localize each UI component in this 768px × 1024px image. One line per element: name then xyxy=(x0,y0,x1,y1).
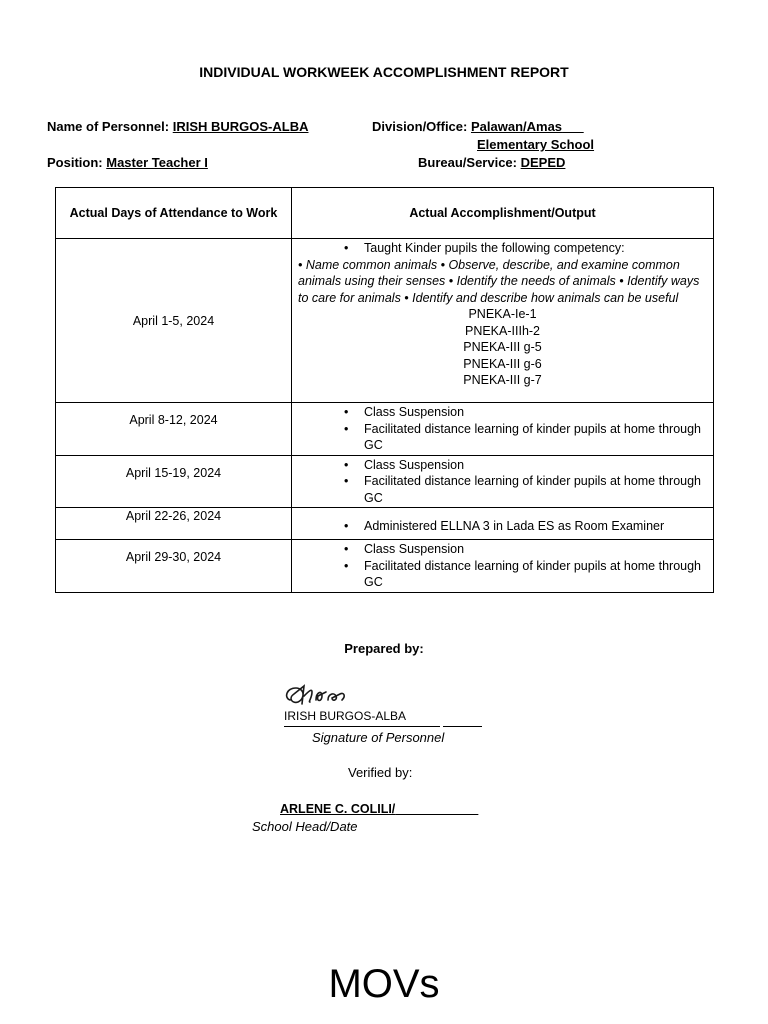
name-label: Name of Personnel: xyxy=(47,119,170,134)
table-row xyxy=(56,239,714,403)
row-date: April 22-26, 2024 xyxy=(56,508,292,540)
bureau-service xyxy=(418,155,565,170)
bullet-item: • Facilitated distance learning of kinder pupils at home through GC xyxy=(364,421,707,454)
table-row xyxy=(56,455,714,508)
division-value-line1: Palawan/Amas xyxy=(470,119,563,134)
verified-by-label: Verified by: xyxy=(348,765,413,780)
signature-scribble xyxy=(282,678,352,710)
header-attendance: Actual Days of Attendance to Work xyxy=(56,188,292,239)
row-date: April 29-30, 2024 xyxy=(56,540,292,593)
bullet-item: • Class Suspension xyxy=(364,457,707,474)
prepared-by-label: Prepared by: xyxy=(344,641,424,656)
bullet-item: • Class Suspension xyxy=(364,541,707,558)
name-of-personnel xyxy=(47,119,309,134)
division-label: Division/Office: xyxy=(372,119,468,134)
competency-code: PNEKA-III g-7 xyxy=(463,373,542,387)
competency-list: • Name common animals • Observe, describe, and examine common animals using their senses • Identify the needs of animals • Identify ways to care for animals • Identify and describe how animals can be useful xyxy=(298,257,700,305)
table-header-row xyxy=(56,188,714,239)
bullet-item: • Facilitated distance learning of kinder pupils at home through GC xyxy=(364,558,707,591)
table-row xyxy=(56,403,714,456)
signature-line xyxy=(284,726,440,727)
bureau-label: Bureau/Service: xyxy=(418,155,517,170)
bullet-item: • Facilitated distance learning of kinder pupils at home through GC xyxy=(364,473,707,506)
name-value: IRISH BURGOS-ALBA xyxy=(172,119,309,134)
table-row xyxy=(56,540,714,593)
bullet-item: • Class Suspension xyxy=(364,404,707,421)
competency-code: PNEKA-III g-5 xyxy=(463,340,542,354)
division-office xyxy=(372,119,584,134)
date-line xyxy=(443,726,482,727)
row-output xyxy=(292,508,714,540)
row-output xyxy=(292,403,714,456)
position-label: Position: xyxy=(47,155,103,170)
verifier-block xyxy=(280,801,478,816)
preparer-caption: Signature of Personnel xyxy=(312,730,445,745)
position-value: Master Teacher I xyxy=(106,155,208,170)
bureau-value: DEPED xyxy=(520,155,566,170)
preparer-name: IRISH BURGOS-ALBA xyxy=(284,709,407,723)
bullet-item: • Administered ELLNA 3 in Lada ES as Room Examiner xyxy=(364,518,707,535)
bullet-item: • Taught Kinder pupils the following competency: xyxy=(364,240,707,257)
accomplishment-table xyxy=(55,187,714,593)
header-accomplishment: Actual Accomplishment/Output xyxy=(292,188,714,239)
row-date: April 15-19, 2024 xyxy=(56,455,292,508)
row-date: April 8-12, 2024 xyxy=(56,403,292,456)
row-output xyxy=(292,540,714,593)
movs-heading: MOVs xyxy=(328,962,440,1006)
position xyxy=(47,155,208,170)
verifier-caption: School Head/Date xyxy=(252,819,358,834)
row-output xyxy=(292,455,714,508)
table-row xyxy=(56,508,714,540)
competency-code: PNEKA-III g-6 xyxy=(463,356,542,371)
verifier-name: ARLENE C. COLILI/ xyxy=(280,802,396,816)
row-date: April 1-5, 2024 xyxy=(56,239,292,403)
row-output xyxy=(292,239,714,403)
division-value-line2: Elementary School xyxy=(477,137,595,152)
competency-code: PNEKA-Ie-1 xyxy=(468,307,537,321)
report-title: INDIVIDUAL WORKWEEK ACCOMPLISHMENT REPORT xyxy=(199,64,569,80)
competency-code: PNEKA-IIIh-2 xyxy=(464,323,541,338)
